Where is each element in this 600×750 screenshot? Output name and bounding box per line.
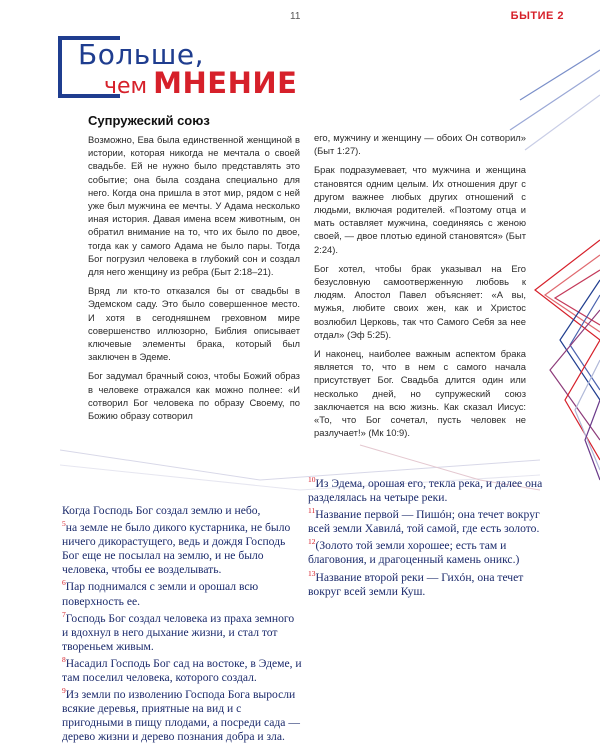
- verse-number: 9: [62, 686, 66, 696]
- verse-number: 10: [308, 475, 316, 485]
- page-number: 11: [290, 11, 301, 22]
- verse-text: Из Эдема, орошая его, текла река, и далее она разделялась на четыре реки.: [308, 477, 543, 505]
- article-paragraph: Бог хотел, чтобы брак указывал на Его безусловную самоотверженную любовь к людям. Апостол Павел объясняет: «А вы, мужья, любите своих жен, как и Христос возлюбил Церковь, так что Самого Себя за нее отдал» (Эф 5:25).: [314, 262, 526, 340]
- article-paragraph: Вряд ли кто-то отказался бы от свадьбы в Эдемском саду. Это было совершенное место. И хотя в сегодняшнем греховном мире совершенство иллюзорно, Библия описывает ключевые элементы брака, который был заключен в Эдеме.: [88, 285, 300, 363]
- article-paragraph: Брак подразумевает, что мужчина и женщина становятся одним целым. Их отношения друг с другом важнее любых других отношений с людьми, включая родителей. «Поэтому отца и мать оставляет мужчина, соединяясь с женою своей, — двое плотью единой становятся» (Быт 2:24).: [314, 164, 526, 255]
- verse: [308, 508, 546, 536]
- article-column-right: [314, 131, 526, 445]
- verse: [308, 477, 546, 505]
- verse-text: на земле не было дикого кустарника, не было ничего дикорастущего, ведь и дождя Господь Бог еще не посылал на землю, и не было человека, чтобы ее возделывать.: [62, 521, 291, 577]
- verse: [308, 539, 546, 567]
- scripture-column-right: [308, 477, 546, 602]
- logo-word-mnenie: МНЕНИЕ: [153, 66, 298, 100]
- verse-number: 11: [308, 506, 316, 516]
- verse: [62, 688, 302, 744]
- verse-text: Когда Господь Бог создал землю и небо,: [62, 504, 261, 517]
- verse-number: 8: [62, 655, 66, 665]
- article-paragraph: И наконец, наиболее важным аспектом брака является то, что в нем с самого начала присутствует Бог. Свадьба длится один или несколько дней, но супружеский союз заключается на всю жизнь. Как сказал Иисус: «То, что Бог сочетал, пусть человек не разлучает!» (Мк 10:9).: [314, 348, 526, 439]
- verse-number: 5: [62, 519, 66, 529]
- article-paragraph: его, мужчину и женщину — обоих Он сотворил» (Быт 1:27).: [314, 132, 526, 157]
- verse-text: (Золото той земли хорошее; есть там и благовония, и драгоценный камень оникс.): [308, 539, 520, 567]
- verse-text: Насадил Господь Бог сад на востоке, в Эдеме, и там поселил человека, которого создал.: [62, 656, 302, 685]
- article-column-left: [88, 133, 300, 428]
- running-head: [511, 10, 564, 22]
- verse-text: Название второй реки — Гихóн, она течет вокруг всей земли Куш.: [308, 570, 524, 598]
- logo-title-line1: Больше,: [78, 38, 204, 71]
- logo-word-chem: чем: [104, 74, 148, 99]
- verse-text: Название первой — Пишóн; она течет вокруг всей земли Хавилá, той самой, где есть золото.: [308, 508, 540, 536]
- verse: [62, 657, 302, 685]
- verse-text: Господь Бог создал человека из праха земного и вдохнул в него дыхание жизни, и стал тот твореньем живым.: [62, 611, 295, 653]
- verse: [62, 521, 302, 577]
- book-title: БЫТИЕ: [510, 10, 554, 22]
- chapter-number: 2: [557, 10, 564, 22]
- verse: [308, 568, 546, 599]
- scripture-column-left: [62, 504, 302, 748]
- article-paragraph: Возможно, Ева была единственной женщиной в истории, которая никогда не мечтала о своей свадьбе. Ей не нужно было представлять это событие; она была создана специально для него. Когда она пришла в этот мир, рядом с ней уже был мужчина ее мечты. У Адама несколько иная история. Давая имена всем животным, он обратил внимание на то, что их было по двое, тогда как у самого Адама не было пары. Тогда Бог погрузил человека в глубокий сон и создал для него женщину из ребра (Быт 2:18–21).: [88, 134, 300, 278]
- verse: [62, 504, 302, 518]
- verse-number: 12: [308, 537, 316, 547]
- verse-text: Пар поднимался с земли и орошал всю поверхность ее.: [62, 580, 259, 608]
- verse-text: Из земли по изволению Господа Бога выросли всякие деревья, приятные на вид и с пригодными в пищу плодами, а посреди сада — дерево жизни и дерево познания добра и зла.: [62, 688, 300, 744]
- verse-number: 6: [62, 578, 66, 588]
- verse: [62, 609, 302, 654]
- article-heading: Супружеский союз: [88, 113, 210, 128]
- verse-number: 7: [62, 609, 66, 619]
- logo-title-line2: [104, 66, 297, 100]
- verse-number: 13: [308, 568, 316, 578]
- verse: [62, 580, 302, 608]
- article-paragraph: Бог задумал брачный союз, чтобы Божий образ в человеке отражался как можно полнее: «И сотворил Бог человека по образу Своему, по Божию образу сотворил: [88, 370, 300, 422]
